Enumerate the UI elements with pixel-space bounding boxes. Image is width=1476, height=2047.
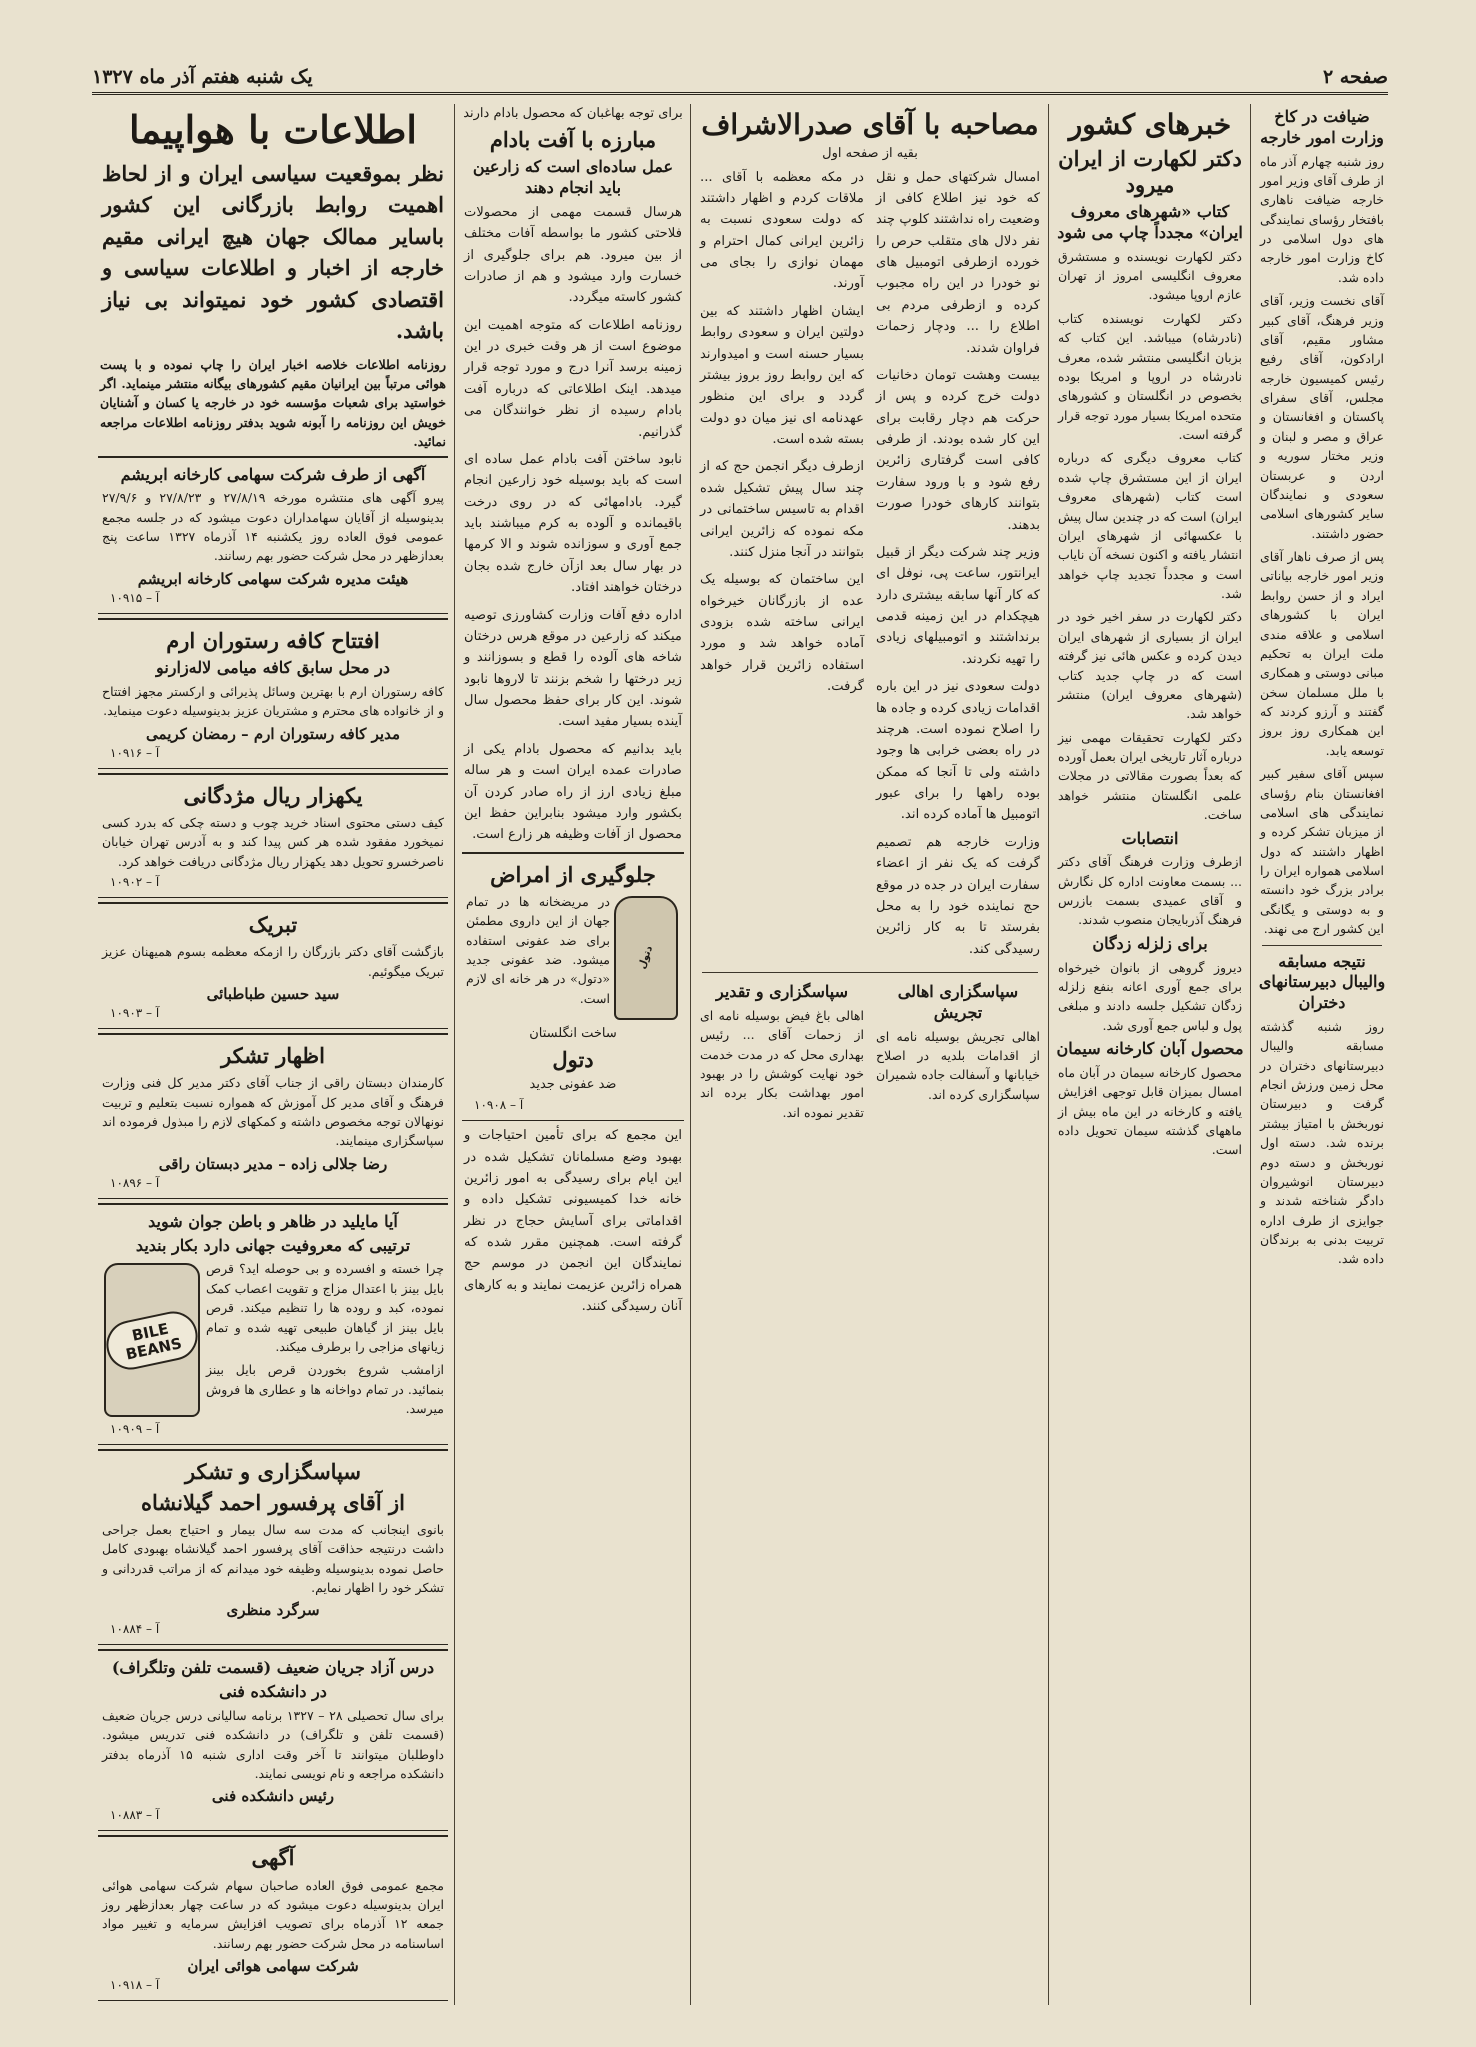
technical-college-ad [98,1649,448,1831]
ad-text: در مریضخانه ها در تمام جهان از این داروی مطمئن برای ضد عفونی استفاده میشود. ضد عفونی جدید «دتول» در هر خانه ای لازم است. [466,893,610,1006]
ad-headline: درس آزاد جریان ضعیف (قسمت تلفن وتلگراف) [111,1658,435,1678]
article-paragraph: اهالی تجریش بوسیله نامه ای از اقدامات بلدیه در اصلاح خیابانها و آسفالت جاده شمیران سپاسگزاری کرده اند. [876,1028,1040,1102]
ad-lead: نظر بموقعیت سیاسی ایران و از لحاظ اهمیت روابط بازرگانی این کشور باسایر ممالک جهان هیچ ایرانی مقیم خارجه از اخبار و اطلاعات سیاسی و اقتصادی کشور خود نمیتواند بی نیاز باشد. [102,160,444,344]
bile-beans-bottle-illustration [104,1263,200,1417]
ad-text: کارمندان دبستان راقی از جناب آقای دکتر مدیر کل فنی وزارت فرهنگ و آقای مدیر کل آموزش که همواره نسبت بتعلیم و تربیت نونهالان توجه مخصوص داشته و کمکهای لازم را مبذول فرموده اند سپاسگزاری مینمایند. [102,1075,444,1149]
ad-text: پیرو آگهی های منتشره مورخه ۲۷/۸/۱۹ و ۲۷/۸/۲۳ و ۲۷/۹/۶ بدینوسیله از آقایان سهامداران دعوت میشود که در جلسه مجمع عمومی فوق العاده روز یکشنبه ۱۴ آذرماه ۱۳۲۷ ساعت پنج بعدازظهر در محل شرکت حضور بهم رسانند. [102,490,445,564]
ad-signature: رضا جلالی زاده – مدیر دبستان راقی [158,1154,388,1173]
ad-headline: سپاسگزاری و تشکر [184,1459,362,1485]
ad-signature: رئیس دانشکده فنی [211,1787,335,1806]
ad-code: آ – ۱۰۹۰۲ [110,875,160,890]
ad-text: کیف دستی محتوی اسناد خرید چوب و دسته چکی که بدرد کسی نمیخورد مفقود شده هر کس پیدا کند و به آدرس تهران خیابان ناصرخسرو تحویل دهد یکهزار ریال مژدگانی دریافت خواهد کرد. [102,814,444,869]
article-paragraph: دکتر لکهارت تحقیقات مهمی نیز درباره آثار تاریخی ایران بعمل آورده که بعداً بصورت مقالاتی در مجلات علمی انگلستان منتشر خواهد ساخت. [1058,729,1242,823]
article-paragraph: در مکه معظمه با آقای ... ملاقات کردم و اظهار داشتند که دولت سعودی نسبت به زائرین ایرانی کمال احترام و مهمان نوازی را بجای می آورند. [700,169,864,292]
article-paragraph: محصول کارخانه سیمان در آبان ماه امسال بمیزان قابل توجهی افزایش یافته و کارخانه در این ماه بیش از ماههای گذشته سیمان تحویل داده است. [1058,1064,1242,1158]
article-paragraph: روز شنبه چهارم آذر ماه از طرف آقای وزیر امور خارجه ضیافت ناهاری بافتخار رؤسای نمایندگی های دول اسلامی در کاخ وزارت امور خارجه داده شد. [1260,153,1384,285]
article-headline: مصاحبه با آقای صدرالاشراف [701,108,1039,141]
article-headline: انتصابات [1121,828,1179,848]
article-paragraph: دکتر لکهارت در سفر اخیر خود در ایران از بسیاری از شهرهای ایران دیدن کرده و عکس هائی نیز گرفته است که در چاپ جدید کتاب (شهرهای معروف ایران) منتشر خواهد شد. [1058,609,1242,722]
ad-headline: اطلاعات با هواپیما [129,107,417,152]
article-paragraph: سپس آقای سفیر کبیر افغانستان بنام رؤسای نمایندگی های اسلامی از میزبان تشکر کرده و اظهار داشتند که دول اسلامی همواره ایران را برادر بزرگ خود دانسته و به دوستی و یگانگی این کشور ارج می نهند. [1260,766,1384,937]
article-paragraph: بیست وهشت تومان دخانیات دولت خرج کرده و پس از حرکت هم دچار رقابت برای این کار شده بودند. از طرفی کافی است گرفتاری زائرین رفع شود و با ورود سفارت بتوانند کارهای خودرا صورت بدهند. [876,367,1040,533]
article-headline: دکتر لکهارت از ایران میرود [1058,145,1242,197]
ad-code: آ – ۱۰۹۰۳ [110,1006,160,1021]
ad-origin: ساخت انگلستان [529,1025,617,1041]
column-foreign-ministry [1252,104,1392,2007]
article-paragraph: این مجمع که برای تأمین احتیاجات و بهبود وضع مسلمانان تشکیل شده در این ایام برای رسیدگی به امور زائرین خانه خدا کمیسیونی تشکیل داده و اقداماتی برای آسایش حجاج در نظر گرفته است. همچنین مقرر شده که نمایندگان این انجمن در موسم حج همراه زائرین عزیمت نمایند و به کارهای آنان رسیدگی کنند. [464,1128,682,1315]
ad-headline: افتتاح کافه رستوران ارم [166,627,380,653]
bottle-label: دتول [636,944,656,972]
continued-note: بقیه از صفحه اول [822,145,918,161]
ad-headline: آگهی از طرف شرکت سهامی کارخانه ابریشم [120,464,426,484]
article-headline: مبارزه با آفت بادام [489,127,657,152]
article-paragraph: نابود ساختن آفت بادام عمل ساده ای است که باید بوسیله خود زارعین انجام گیرد. بادامهائی که در روی درخت باقیمانده و آلوده به کرم میباشند باید جمع آوری و سوزانده شوند و الا کرمها در بهار سال بعد ازآن خارج شده بجان درختان خواهند افتاد. [464,451,682,596]
column-almond-pest [456,104,690,2007]
ad-headline: جلوگیری از امراض [490,861,656,887]
ad-signature: شرکت سهامی هوائی ایران [187,1957,359,1976]
bile-beans-ad [98,1203,448,1446]
ad-code: آ – ۱۰۸۸۳ [110,1808,160,1823]
thanks-ad [98,1033,448,1199]
article-paragraph: آقای نخست وزیر، آقای وزیر فرهنگ، آقای کبیر مشاور مقیم، آقای ارادکون، آقای رفیع رئیس کمیسیون خارجه مجلس، آقای سفرای پاکستان و افغانستان و عراق و مصر و لبنان و وزیر مختار سوریه و اردن و عربستان سعودی و نمایندگان سایر کشورهای اسلامی حضور داشتند. [1260,293,1384,541]
article-paragraph: ایشان اظهار داشتند که بین دولتین ایران و سعودی روابط بسیار حسنه است و امیدوارند که این روابط روز بروز بیشتر گردد و برای این منظور عهدنامه ای نیز میان دو دولت بسته شده است. [700,303,864,448]
article-headline: سپاسگزاری و تقدیر [716,982,848,1002]
ad-subheadline: ترتیبی که معروفیت جهانی دارد بکار بندید [135,1235,411,1255]
column-ads [92,104,454,2007]
article-headline: نتیجه مسابقه والیبال دبیرستانهای دختران [1258,951,1386,1013]
ad-code: آ – ۱۰۹۰۹ [110,1422,160,1437]
ad-text: مجمع عمومی فوق العاده صاحبان سهام شرکت سهامی هوائی ایران بدینوسیله دعوت میشود که در ساعت چهار بعدازظهر روز جمعه ۱۲ آذرماه برای تصویب افزایش سرمایه و تغییر مواد اساسنامه در محل شرکت حضور بهم رسانند. [102,1877,444,1951]
ad-code: آ – ۱۰۸۸۴ [110,1622,160,1637]
airline-notice-ad [98,1835,448,2001]
column-interview [692,104,1048,2007]
column-rule [1048,104,1049,2005]
article-paragraph: دکتر لکهارت نویسنده و مستشرق معروف انگلیسی امروز از تهران عازم اروپا میشود. [1058,248,1242,303]
divider [702,972,1038,973]
section-title: خبرهای کشور [1068,108,1232,141]
ad-headline: آگهی [251,1845,295,1871]
column-rule [454,104,455,2005]
ad-code: آ – ۱۰۹۱۵ [110,590,160,605]
article-paragraph: این ساختمان که بوسیله یک عده از بازرگانان خیرخواه ایرانی ساخته شده بزودی آماده خواهد شد و مورد استفاده زائرین قرار خواهد گرفت. [700,572,864,695]
article-paragraph: پس از صرف ناهار آقای وزیر امور خارجه بیاناتی ایراد و از حسن روابط ایران با کشورهای اسلامی و علاقه مندی ملت ایران به تحکیم مبانی دوستی و همکاری با ملل مسلمان سخن گفتند و آرزو کردند که این همکاری روز بروز توسعه یابد. [1260,549,1384,758]
ad-headline: یکهزار ریال مژدگانی [183,782,363,808]
ad-headline: آیا مایلید در ظاهر و باطن جوان شوید [148,1211,398,1231]
article-subheadline: عمل ساده‌ای است که زارعین باید انجام دهند [472,157,674,198]
article-paragraph: دولت سعودی نیز در این باره اقدامات زیادی کرده و جاده ها را اصلاح نموده است. هرچند در راه بعضی خرابی ها وجود داشته ولی تا آنجا که ممکن بوده راهها را برای عبور اتومبیل ها آماده کرده اند. [876,679,1040,823]
ad-headline: از آقای پرفسور احمد گیلانشاه [141,1489,405,1515]
ad-text: کافه رستوران ارم با بهترین وسائل پذیرائی و ارکستر مجهز افتتاح و از خانواده های محترم و مشتریان عزیز بدینوسیله دعوت مینماید. [102,683,444,719]
ad-text: برای سال تحصیلی ۲۸ – ۱۳۲۷ برنامه سالیانی درس جریان ضعیف (قسمت تلفن و تلگراف) در دانشکده فنی تدریس میشود. داوطلبان میتوانند تا آخر وقت اداری شنبه ۱۵ آذرماه بدفتر دانشکده مراجعه و نام نویسی نمایند. [102,1707,444,1782]
article-paragraph: روزنامه اطلاعات که متوجه اهمیت این موضوع است از هر وقت خبری در این زمینه برسد آنرا درج و مورد توجه قرار میدهد. اینک اطلاعاتی که درباره آفت بادام رسیده از نظر خوانندگان می گذرانیم. [464,317,682,440]
reward-ad [98,773,448,898]
article-paragraph: اهالی باغ فیض بوسیله نامه ای از زحمات آقای ... رئیس بهداری محل که در مدت خدمت خود نهایت کوشش را در بهبود امور بهداشت بکار برده اند تقدیر نموده اند. [700,1007,864,1120]
gratitude-ad [98,1449,448,1645]
ad-text: بازگشت آقای دکتر بازرگان را ازمکه معظمه بسوم همیهنان عزیز تبریک میگوئیم. [102,944,444,979]
masthead [92,62,1388,95]
ad-code: آ – ۱۰۸۹۶ [110,1175,160,1190]
ad-brand: دتول [552,1046,594,1072]
article-paragraph: روز شنبه گذشته مسابقه والیبال دبیرستانهای دختران در محل زمین ورزش انجام گرفت و دبیرستان نوربخش با امتیاز بیشتر برنده شد. دسته اول نوربخش و دسته دوم دبیرستان انوشیروان دادگر شناخته شدند و جوایزی از طرف اداره تربیت بدنی به برندگان داده شد. [1260,1018,1384,1267]
ad-text: ازامشب شروع بخوردن قرص بایل بینز بنمائید. در تمام دواخانه ها و عطاری ها فروش میرسد. [206,1362,444,1416]
silk-factory-ad [98,456,448,614]
article-paragraph: وزیر چند شرکت دیگر از قبیل ایرانتور، ساعت پی، نوفل ای که کار آنها سابقه بیشتری دارد هیچکدام در این زمینه قدمی برنداشتند و اتومبیلهای زیادی را تهیه نکردند. [876,544,1040,667]
article-paragraph: باید بدانیم که محصول بادام یکی از صادرات عمده ایران است و هر ساله مبلغ زیادی ارز از راه صادر کردن آن بکشور وارد میشود بنابراین حفظ این محصول از آفات وظیفه هر زارع است. [464,741,682,843]
ad-headline: در دانشکده فنی [219,1682,327,1702]
issue-date: یک شنبه هفتم آذر ماه ۱۳۲۷ [92,66,313,88]
article-paragraph: اداره دفع آفات وزارت کشاورزی توصیه میکند که زارعین در موقع هرس درختان شاخه های آلوده را قطع و بسوزانند و زیر درختها را شخم بزنند تا لاروها نابود شوند. این کار برای حفظ محصول سال آینده بسیار مفید است. [464,607,682,730]
article-paragraph: هرسال قسمت مهمی از محصولات فلاحتی کشور ما بواسطه آفات مختلف از بین میرود. هم برای جلوگیری از خسارت وارد میشود و هم از صادرات کشور کاسته میگردد. [464,204,682,306]
ad-code: آ – ۱۰۹۱۶ [110,745,160,760]
article-paragraph: ازطرف دیگر انجمن حج که از چند سال پیش تشکیل شده اقدام به تاسیس ساختمانی در مکه نموده که زائرین ایرانی بتوانند در آنجا منزل کنند. [700,459,864,560]
ad-brand-sub: ضد عفونی جدید [529,1077,617,1093]
cafe-eram-ad [98,618,448,769]
ad-code: آ – ۱۰۹۰۸ [474,1098,524,1113]
article-headline: محصول آبان کارخانه سیمان [1056,1039,1244,1059]
article-kicker: برای توجه بهاغبان که محصول بادام دارند [463,106,683,121]
ad-text: بانوی اینجانب که مدت سه سال بیمار و احتیاج بعمل جراحی داشت درنتیجه حذاقت آقای پرفسور احمد گیلانشاه بهبودی کامل حاصل نموده بدینوسیله وظیفه خود میدانم که از مراتب قدردانی و تشکر خود را اظهار نمایم. [102,1521,444,1595]
article-headline: ضیافت در کاخ وزارت امور خارجه [1260,107,1384,147]
ad-signature: سرگرد منظری [226,1601,320,1620]
ad-code: آ – ۱۰۹۱۸ [110,1978,160,1993]
article-paragraph: دکتر لکهارت نویسنده کتاب (نادرشاه) میباشد. این کتاب که بزبان انگلیسی منتشر شده، معرف نادرشاه در اروپا و امریکا بوده بخصوص در انگلستان و کشورهای متحده امریکا بسیار مورد توجه قرار گرفته است. [1058,310,1242,443]
ad-headline: تبریک [248,912,298,938]
article-subheadline: کتاب «شهرهای معروف ایران» مجدداً چاپ می شود [1057,202,1243,242]
ad-signature: هیئت مدیره شرکت سهامی کارخانه ابریشم [137,569,409,588]
ad-text: چرا خسته و افسرده و بی حوصله اید؟ قرص بایل بینز با اعتدال مزاج و تقویت اعصاب کمک نموده، کبد و روده ها را تنظیم میکند. قرص بایل بینز از گیاهان طبیعی تهیه شده و تمام زیانهای مزاجی را برطرف میکند. [206,1261,444,1354]
ad-signature: سید حسین طباطبائی [206,985,340,1004]
article-paragraph: دیروز گروهی از بانوان خیرخواه برای جمع آوری اعانه بنفع زلزله زدگان تشکیل جلسه دادند و مبلغی پول و لباس جمع آوری شد. [1058,959,1242,1033]
article-paragraph: امسال شرکتهای حمل و نقل که خود نیز اطلاع کافی از وضعیت راه نداشتند کلوپ چند نفر دلال های متقلب حرص را خورده ازطرفی اتومبیل های نو خودرا در این راه مجبوب کرده و ازطرفی مردم بی اطلاع را ... ودچار زحمات فراوان شدند. [876,169,1040,356]
dettol-bottle-illustration [614,896,678,1020]
column-rule [690,104,691,2005]
article-paragraph: ازطرف وزارت فرهنگ آقای دکتر ... بسمت معاونت اداره کل نگارش و آقای عمیدی بسمت بازرس فرهنگ آذربایجان منصوب شدند. [1058,854,1242,928]
article-headline: سپاسگزاری اهالی تجریش [897,982,1019,1022]
ad-headline: اظهار تشکر [221,1043,325,1069]
ad-signature: مدیر کافه رستوران ارم – رمضان کریمی [146,724,400,743]
column-country-news [1050,104,1250,2007]
article-headline: برای زلزله زدگان [1092,933,1208,953]
congratulation-ad [98,902,448,1029]
divider [1262,945,1382,946]
dettol-ad [462,852,684,1122]
column-rule [1250,104,1251,2005]
ad-subheadline: در محل سابق کافه میامی لاله‌زارنو [156,658,390,678]
page-number: صفحه ۲ [1322,66,1388,88]
article-paragraph: کتاب معروف دیگری که درباره ایران از این مستشرق چاپ شده است کتاب (شهرهای معروف ایران) است که در چندین سال پیش با عکسهائی از شهرهای ایران انتشار یافته و اکنون نسخه آن نایاب است و مجدداً تجدید چاپ خواهد شد. [1058,450,1242,602]
ad-text: روزنامه اطلاعات خلاصه اخبار ایران را چاپ نموده و با پست هوائی مرتباً بین ایرانیان مقیم کشورهای بیگانه منتشر مینماید. اگر خواستید برای شعبات مؤسسه خود در خارجه یا کسان و آشنایان خویش این روزنامه را آبونه شوید بدفتر روزنامه اطلاعات مراجعه نمائید. [100,356,446,450]
article-paragraph: وزارت خارجه هم تصمیم گرفت که یک نفر از اعضاء سفارت ایران در جده در موقع حج نماینده خود را به محل بفرستد تا به کار زائرین رسیدگی کند. [876,834,1040,957]
bottle-label: BILE BEANS [102,1307,202,1374]
